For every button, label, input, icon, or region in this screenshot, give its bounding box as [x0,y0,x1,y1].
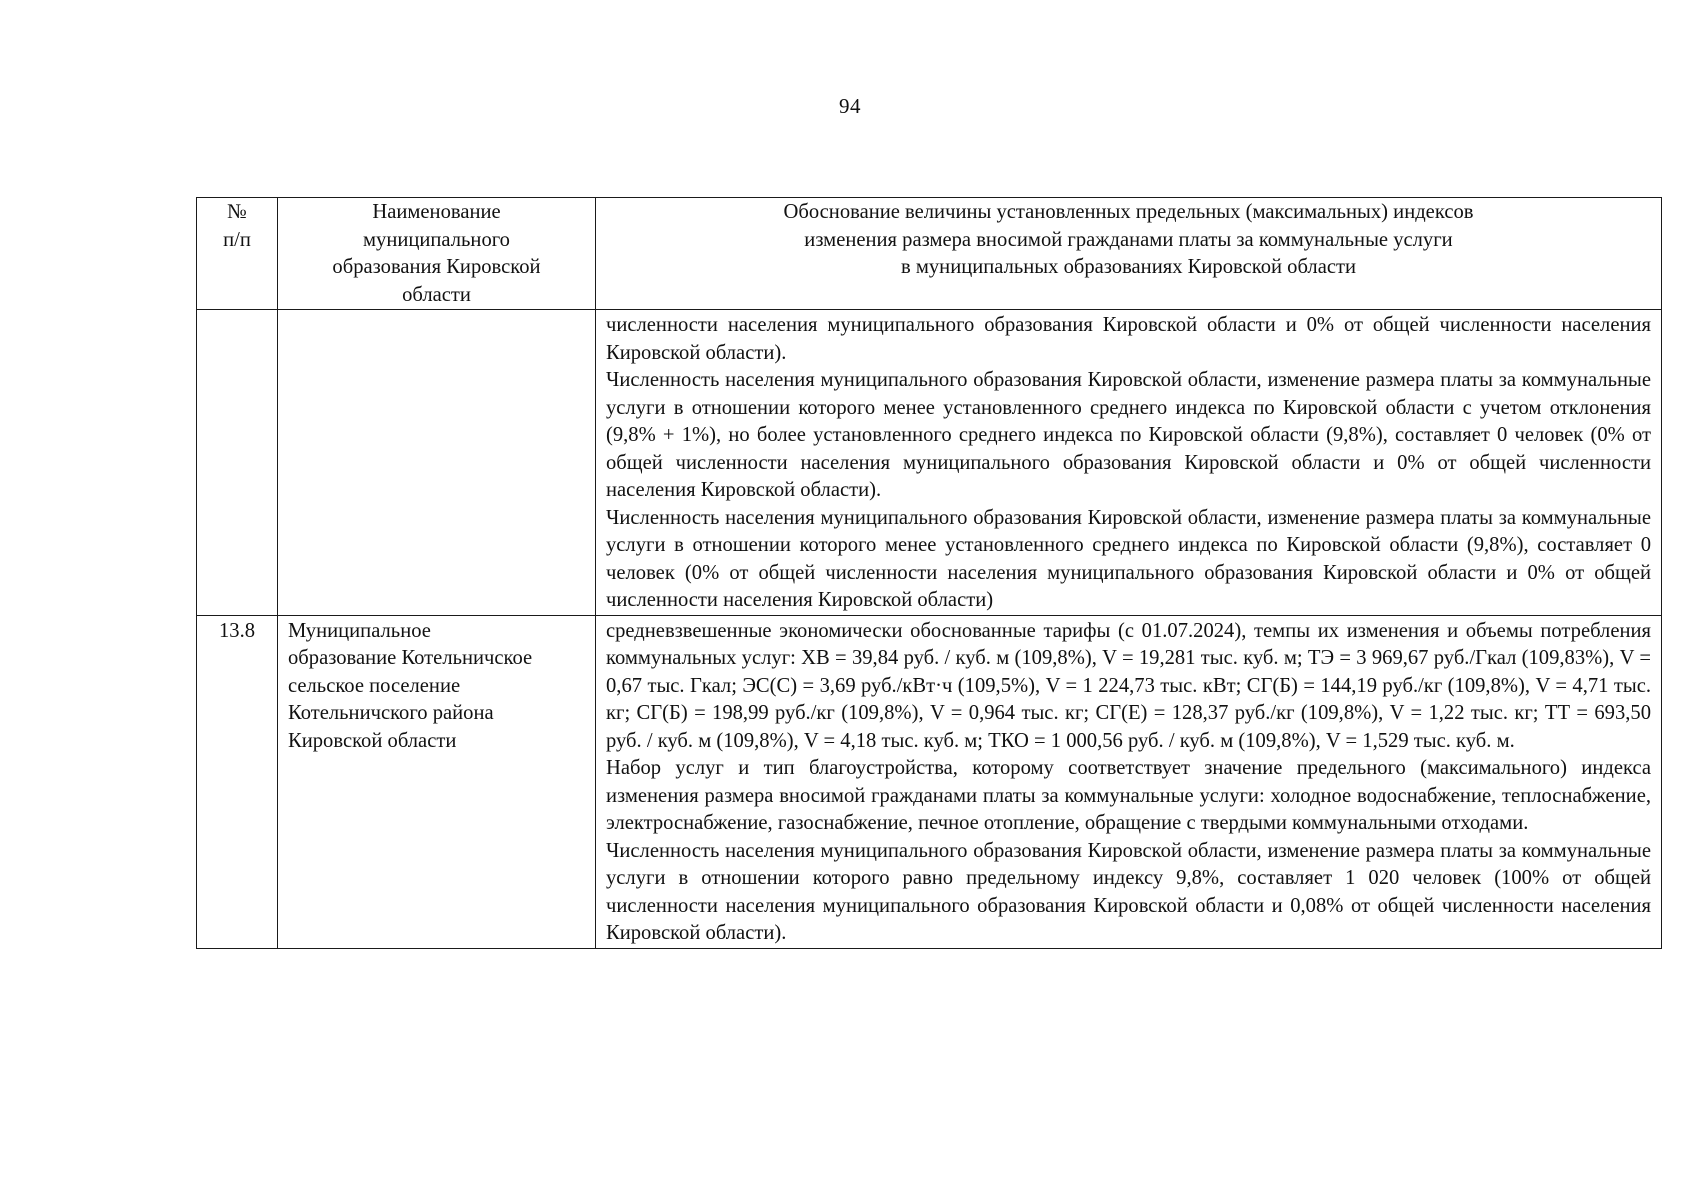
justification-table [196,197,1662,949]
header-name-line: образования Кировской [332,256,541,278]
table-row [197,615,1662,948]
justification-paragraph: Численность населения муниципального образования Кировской области, изменение размера платы за коммунальные услуги в отношении которого менее установленного среднего индекса по Кировской области с учетом отклонения (9,8% + 1%), но более установленного среднего индекса по Кировской области (9,8%), составляет 0 человек (0% от общей численности населения муниципального образования Кировской области и 0% от общей численности населения Кировской области). [606,369,1651,501]
header-name-line: муниципального [363,228,510,251]
page-number: 94 [839,94,861,118]
row-municipality-name [278,310,596,616]
header-number [197,198,278,310]
header-municipality-name [278,198,596,310]
justification-paragraph: Набор услуг и тип благоустройства, которому соответствует значение предельного (максимального) индекса изменения размера вносимой гражданами платы за коммунальные услуги: холодное водоснабжение, теплоснабжение, электроснабжение, газоснабжение, печное отопление, обращение с твердыми коммунальными отходами. [606,757,1651,834]
header-justification [596,198,1662,310]
municipality-name-line: образование Котельничское [288,647,533,669]
justification-paragraph: Численность населения муниципального образования Кировской области, изменение размера платы за коммунальные услуги в отношении которого равно предельному индексу 9,8%, составляет 1 020 человек (100% от общей численности населения муниципального образования Кировской области и 0,08% от общей численности населения Кировской области). [606,839,1651,944]
municipality-name-line: Котельничского района [288,702,494,724]
justification-paragraph: Численность населения муниципального образования Кировской области, изменение размера платы за коммунальные услуги в отношении которого менее установленного среднего индекса по Кировской области (9,8%), составляет 0 человек (0% от общей численности населения муниципального образования Кировской области и 0% от общей численности населения Кировской области) [606,506,1651,611]
justification-paragraph: средневзвешенные экономически обоснованные тарифы (с 01.07.2024), темпы их изменения и объемы потребления коммунальных услуг: ХВ = 39,84 руб. / куб. м (109,8%), V = 19,281 тыс. куб. м; ТЭ = 3 969,67 руб./Гкал (109,83%), V = 0,67 тыс. Гкал; ЭС(С) = 3,69 руб./кВт·ч (109,5%), V = 1 224,73 тыс. кВт; СГ(Б) = 144,19 руб./кг (109,8%), V = 4,71 тыс. кг; СГ(Б) = 198,99 руб./кг (109,8%), V = 0,964 тыс. кг; СГ(Е) = 128,37 руб./кг (109,8%), V = 1,22 тыс. кг; ТТ = 693,50 руб. / куб. м (109,8%), V = 4,18 тыс. куб. м; ТКО = 1 000,56 руб. / куб. м (109,8%), V = 1,529 тыс. куб. м. [606,619,1651,752]
table-header-row [197,198,1662,310]
row-municipality-name [278,615,596,948]
row-number [197,310,278,616]
header-number-line: п/п [223,228,251,251]
header-name-line: Наименование [372,201,501,223]
row-justification [596,615,1662,948]
justification-paragraph: численности населения муниципального образования Кировской области и 0% от общей численности населения Кировской области). [606,314,1651,364]
header-name-line: области [402,283,471,306]
table-row [197,310,1662,616]
row-number: 13.8 [197,615,278,948]
municipality-name-line: Муниципальное [288,619,431,642]
header-justification-line: в муниципальных образованиях Кировской области [900,256,1357,278]
row-justification [596,310,1662,616]
header-justification-line: изменения размера вносимой гражданами платы за коммунальные услуги [804,228,1453,251]
municipality-name-line: Кировской области [288,729,457,752]
header-number-line: № [227,201,247,223]
header-justification-line: Обоснование величины установленных предельных (максимальных) индексов [783,201,1474,223]
municipality-name-line: сельское поселение [288,674,461,697]
